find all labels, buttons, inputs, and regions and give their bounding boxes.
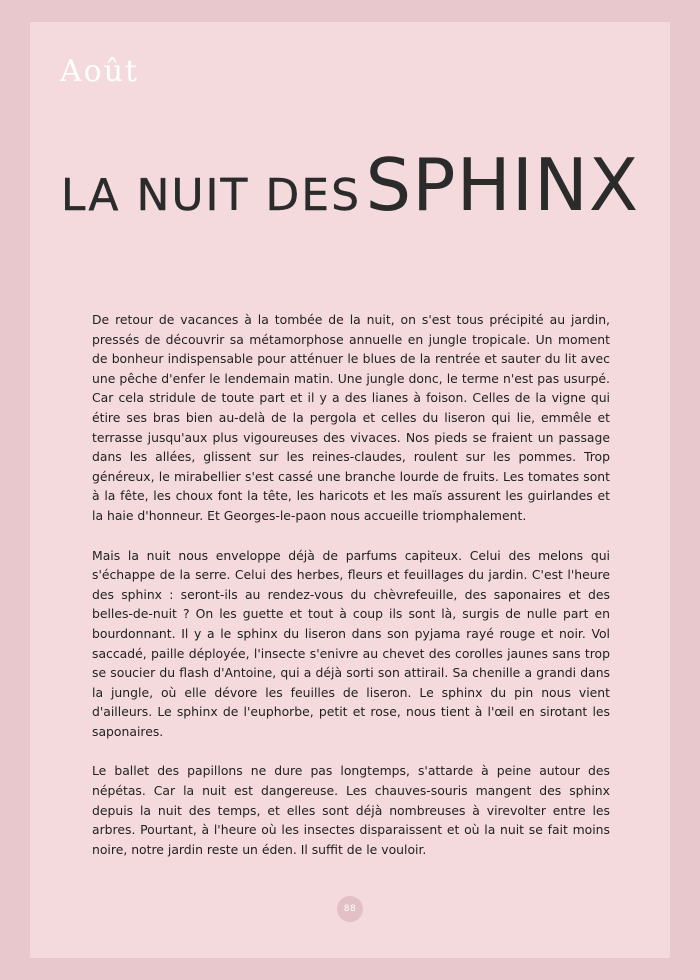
title-line-one: LA NUIT DES [60, 170, 362, 221]
body-paragraph: De retour de vacances à la tombée de la nuit, on s'est tous précipité au jardin, pressés de découvrir sa métamorphose annuelle en jungle tropicale. Un moment de bonheur indispensable pour atténuer le blues de la rentrée et sauter du lit avec une pêche d'enfer le lendemain matin. Une jungle donc, le terme n'est pas usurpé. Car cela stridule de toute part et il y a des lianes à foison. Celles de la vigne qui étire ses bras bien au-delà de la pergola et celles du liseron qui lie, emmêle et terrasse jusqu'aux plus vigoureuses des vivaces. Nos pieds se fraient un passage dans les allées, glissent sur les reines-claudes, roulent sur les pommes. Trop généreux, le mirabellier s'est cassé une branche lourde de fruits. Les tomates sont à la fête, les choux font la tête, les haricots et les maïs assurent les guirlandes et la haie d'honneur. Et Georges-le-paon nous accueille triomphalement. [92, 312, 610, 523]
page-canvas [30, 22, 670, 958]
article-body [92, 310, 610, 859]
body-paragraph: Mais la nuit nous enveloppe déjà de parfums capiteux. Celui des melons qui s'échappe de la serre. Celui des herbes, fleurs et feuillages du jardin. C'est l'heure des sphinx : seront-ils au rendez-vous du chèvrefeuille, des saponaires et des belles-de-nuit ? On les guette et tout à coup ils sont là, surgis de nulle part en bourdonnant. Il y a le sphinx du liseron dans son pyjama rayé rouge et noir. Vol saccadé, paille déployée, l'insecte s'enivre au chevet des corolles jaunes sans trop se soucier du flash d'Antoine, qui a déjà sorti son attirail. Sa chenille a grandi dans la jungle, où elle dévore les feuilles de liseron. Le sphinx du pin nous vient d'ailleurs. Le sphinx de l'euphorbe, petit et rose, nous tient à l'œil en sirotant les saponaires. [92, 547, 610, 739]
article-title [30, 142, 670, 227]
title-line-two: SPHINX [365, 143, 640, 227]
page-number-badge: 88 [337, 896, 363, 922]
month-heading: Août [60, 54, 140, 89]
body-paragraph: Le ballet des papillons ne dure pas longtemps, s'attarde à peine autour des népétas. Car la nuit est dangereuse. Les chauves-souris mangent des sphinx depuis la nuit des temps, et elles sont déjà nombreuses à virevolter entre les arbres. Pourtant, à l'heure où les insectes disparaissent et où la nuit se fait moins noire, notre jardin reste un éden. Il suffit de le vouloir. [92, 763, 610, 857]
